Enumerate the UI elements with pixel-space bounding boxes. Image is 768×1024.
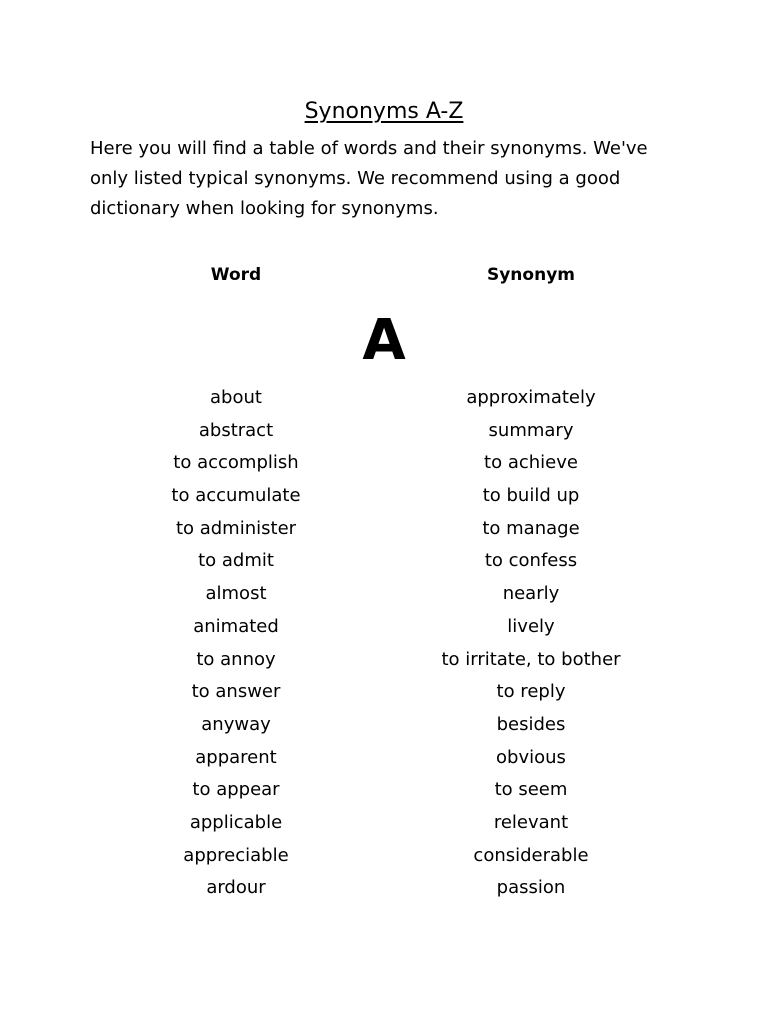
synonym-column-header: Synonym bbox=[486, 265, 575, 285]
synonym-cell: besides bbox=[496, 713, 566, 735]
table-row bbox=[0, 481, 768, 514]
synonym-cell: obvious bbox=[496, 746, 566, 768]
page-title: Synonyms A-Z bbox=[304, 99, 464, 124]
synonym-cell: summary bbox=[488, 419, 574, 441]
word-cell: abstract bbox=[198, 419, 274, 441]
section-letter: A bbox=[362, 308, 406, 373]
table-row bbox=[0, 743, 768, 776]
word-cell: apparent bbox=[195, 746, 277, 768]
synonym-cell: to achieve bbox=[484, 452, 578, 474]
table-row bbox=[0, 514, 768, 547]
word-cell: about bbox=[210, 387, 262, 408]
synonym-cell: to manage bbox=[482, 517, 580, 539]
word-cell: to appear bbox=[192, 779, 280, 801]
synonym-cell: to reply bbox=[496, 681, 566, 703]
synonym-table bbox=[0, 383, 768, 906]
synonym-cell: approximately bbox=[466, 387, 596, 408]
synonym-cell: to seem bbox=[494, 779, 568, 801]
table-row bbox=[0, 383, 768, 416]
synonym-cell: considerable bbox=[473, 844, 589, 866]
word-cell: to answer bbox=[191, 681, 281, 703]
synonym-cell: to confess bbox=[484, 550, 578, 572]
word-cell: to administer bbox=[175, 517, 297, 539]
table-row bbox=[0, 612, 768, 645]
word-cell: ardour bbox=[206, 877, 266, 899]
word-cell: animated bbox=[193, 615, 279, 637]
word-cell: to accomplish bbox=[173, 452, 299, 474]
synonym-cell: relevant bbox=[493, 811, 569, 833]
synonym-cell: nearly bbox=[502, 583, 560, 605]
synonym-cell: to build up bbox=[482, 485, 580, 507]
word-column-header: Word bbox=[210, 265, 262, 285]
word-cell: applicable bbox=[189, 811, 283, 833]
word-cell: to annoy bbox=[196, 648, 276, 670]
word-cell: anyway bbox=[201, 713, 271, 735]
table-row bbox=[0, 546, 768, 579]
table-row bbox=[0, 416, 768, 449]
word-cell: to admit bbox=[198, 550, 274, 572]
word-cell: appreciable bbox=[183, 844, 289, 866]
word-cell: almost bbox=[205, 583, 267, 605]
synonym-cell: passion bbox=[496, 877, 566, 899]
table-row bbox=[0, 579, 768, 612]
table-row bbox=[0, 448, 768, 481]
table-row bbox=[0, 873, 768, 906]
table-row bbox=[0, 710, 768, 743]
table-row bbox=[0, 775, 768, 808]
table-row bbox=[0, 677, 768, 710]
table-row bbox=[0, 841, 768, 874]
synonym-cell: lively bbox=[507, 615, 555, 637]
word-cell: to accumulate bbox=[171, 485, 301, 507]
table-row bbox=[0, 808, 768, 841]
synonym-cell: to irritate, to bother bbox=[441, 648, 621, 670]
intro-paragraph: Here you will find a table of words and their synonyms. We've only listed typical synonyms. We recommend using a good dictionary when looking for synonyms. bbox=[90, 138, 648, 219]
table-row bbox=[0, 645, 768, 678]
